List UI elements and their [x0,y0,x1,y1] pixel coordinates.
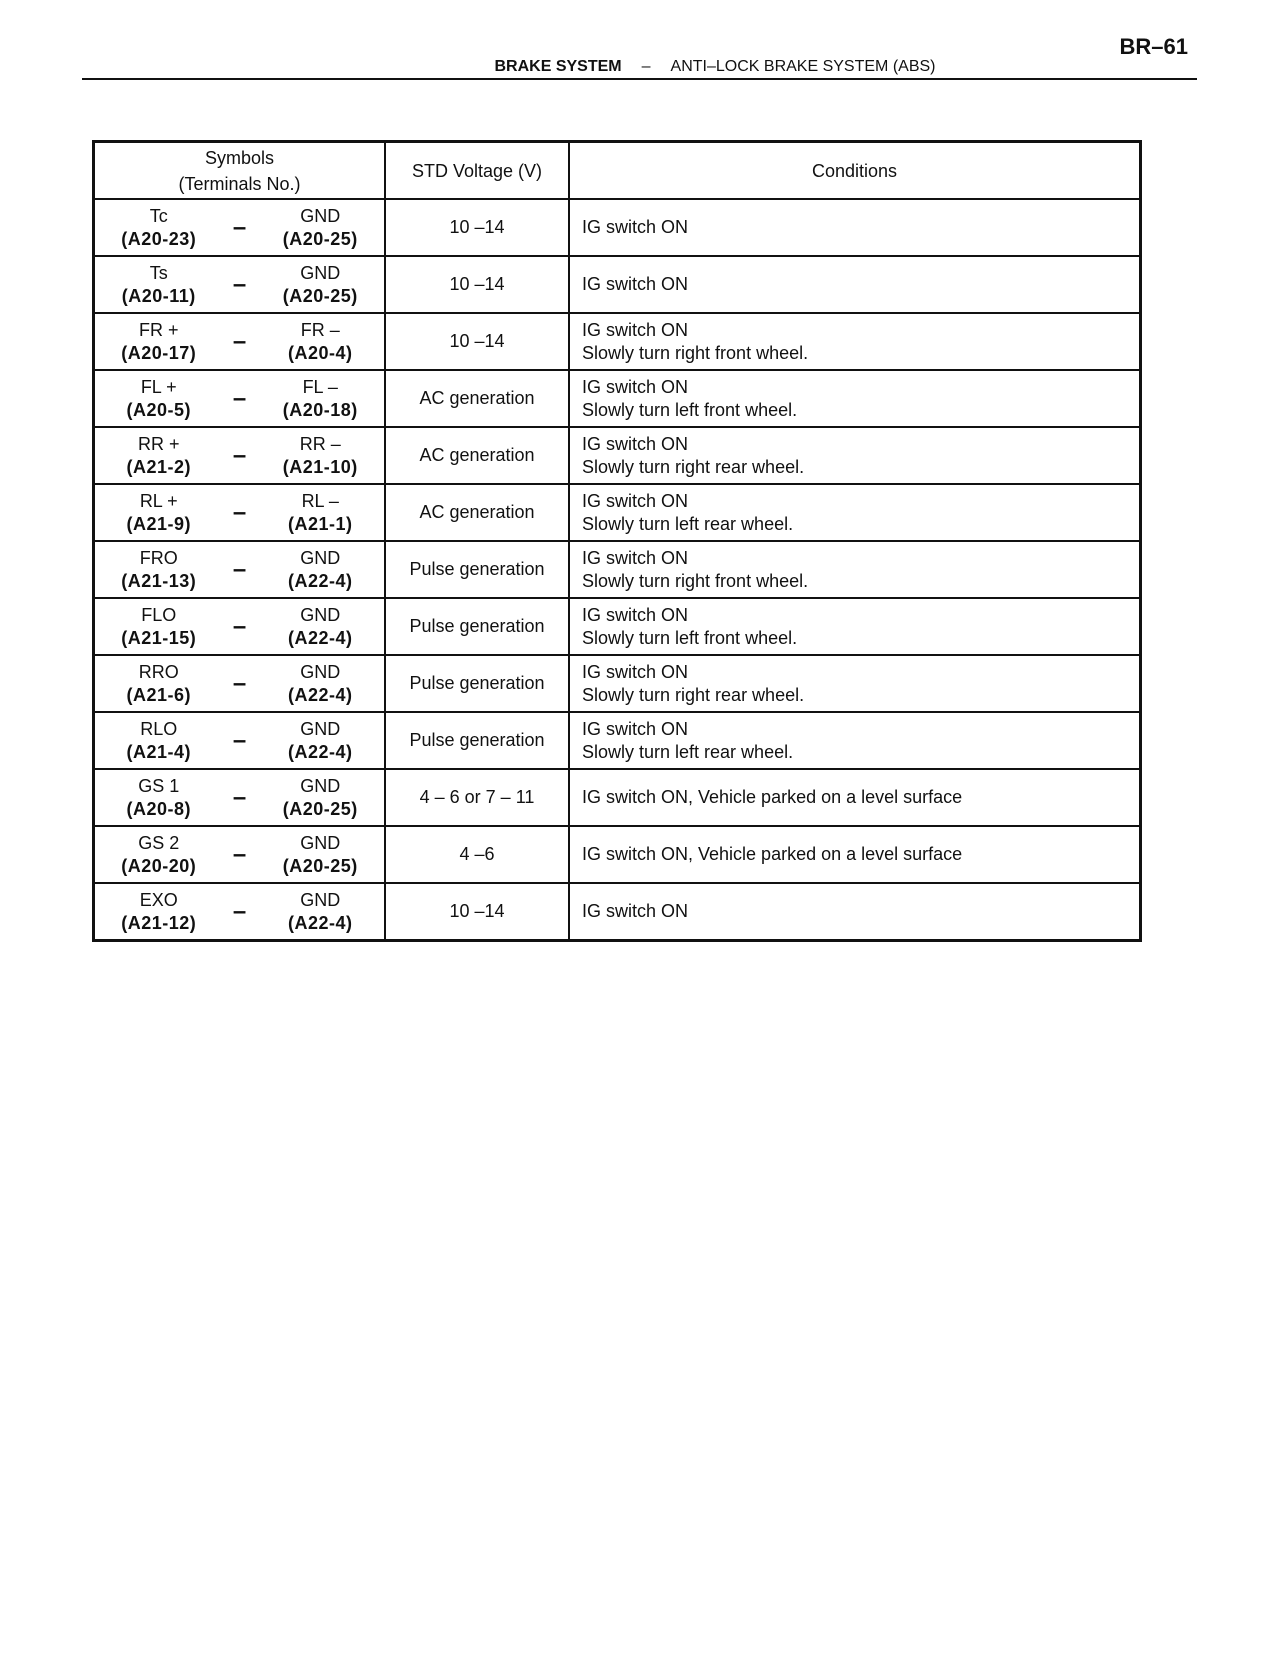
table-row [94,655,1141,712]
condition-line-2: Slowly turn left front wheel. [582,627,798,648]
symbol-dash: – [232,327,247,355]
symbol-dash: – [232,213,247,241]
conditions-cell [569,541,1141,598]
terminal-positive: (A21-13) [121,570,197,591]
symbols-cell [94,370,386,427]
terminal-positive: (A21-15) [121,627,197,648]
symbol-dash: – [232,726,247,754]
symbol-dash: – [232,840,247,868]
symbols-cell [94,256,386,313]
terminal-negative: (A22-4) [287,627,353,648]
symbol-negative: GND [300,547,341,568]
conditions-cell [569,598,1141,655]
conditions-cell [569,370,1141,427]
conditions-cell [569,769,1141,826]
page-number: BR–61 [1119,34,1188,59]
condition-line-1: IG switch ON [582,490,689,511]
running-header [0,58,1280,76]
symbol-negative: FL – [302,376,338,397]
voltage-cell: 10 –14 [385,313,569,370]
symbol-negative: GND [300,661,341,682]
terminal-negative: (A21-1) [287,513,353,534]
condition-line-1: IG switch ON [582,433,689,454]
condition-line-1: IG switch ON, Vehicle parked on a level surface [582,787,963,807]
conditions-cell [569,826,1141,883]
header-symbols-line2: (Terminals No.) [178,173,301,194]
condition-line-1: IG switch ON [582,604,689,625]
terminal-negative: (A20-25) [282,285,358,306]
voltage-cell: 10 –14 [385,256,569,313]
condition-line-1: IG switch ON [582,718,689,739]
symbol-dash: – [232,897,247,925]
table-row [94,598,1141,655]
terminal-positive: (A20-8) [126,798,191,819]
voltage-cell: Pulse generation [385,655,569,712]
symbols-cell [94,883,386,941]
condition-line-2: Slowly turn right rear wheel. [582,456,805,477]
terminal-negative: (A20-18) [282,399,358,420]
subsection-title: ANTI–LOCK BRAKE SYSTEM (ABS) [670,58,936,75]
conditions-cell [569,313,1141,370]
conditions-cell [569,883,1141,941]
conditions-cell [569,484,1141,541]
table-row [94,712,1141,769]
table-row [94,256,1141,313]
condition-line-1: IG switch ON [582,376,689,397]
voltage-cell: AC generation [385,484,569,541]
symbol-negative: RR – [299,433,341,454]
header-separator: – [641,58,651,75]
header-symbols-line1: Symbols [204,147,275,168]
symbol-positive: RRO [138,661,179,682]
symbol-negative: GND [300,775,341,796]
symbols-cell [94,598,386,655]
voltage-cell: 10 –14 [385,883,569,941]
table-row [94,769,1141,826]
condition-line-1: IG switch ON, Vehicle parked on a level surface [582,844,963,864]
symbol-negative: GND [300,262,341,283]
symbols-cell [94,484,386,541]
table-row [94,313,1141,370]
symbols-cell [94,313,386,370]
voltage-spec-table [92,140,1142,942]
symbol-negative: FR – [300,319,340,340]
symbol-dash: – [232,498,247,526]
symbol-positive: RL + [139,490,178,511]
terminal-positive: (A20-23) [121,228,197,249]
condition-line-1: IG switch ON [582,901,689,921]
symbol-dash: – [232,441,247,469]
table-row [94,826,1141,883]
condition-line-1: IG switch ON [582,274,689,294]
condition-line-1: IG switch ON [582,661,689,682]
symbol-positive: RR + [137,433,180,454]
symbol-positive: RLO [140,718,178,739]
voltage-cell: 4 – 6 or 7 – 11 [385,769,569,826]
symbol-negative: GND [300,718,341,739]
section-title: BRAKE SYSTEM [494,58,622,75]
symbol-positive: FR + [138,319,179,340]
header-conditions: Conditions [569,142,1141,200]
symbol-dash: – [232,783,247,811]
table-row [94,883,1141,941]
terminal-negative: (A20-25) [282,228,358,249]
header-rule [82,78,1197,80]
terminal-negative: (A21-10) [282,456,358,477]
condition-line-2: Slowly turn left front wheel. [582,399,798,420]
symbols-cell [94,712,386,769]
voltage-cell: 4 –6 [385,826,569,883]
symbol-negative: GND [300,205,341,226]
symbol-negative: GND [300,889,341,910]
symbols-cell [94,826,386,883]
symbols-cell [94,655,386,712]
symbol-positive: FLO [141,604,177,625]
symbol-negative: GND [300,604,341,625]
symbol-dash: – [232,669,247,697]
conditions-cell [569,427,1141,484]
terminal-positive: (A21-12) [121,912,197,933]
voltage-cell: AC generation [385,427,569,484]
terminal-positive: (A20-11) [121,285,196,306]
condition-line-1: IG switch ON [582,547,689,568]
conditions-cell [569,256,1141,313]
symbol-positive: Ts [149,262,168,283]
header-voltage: STD Voltage (V) [385,142,569,200]
symbol-dash: – [232,612,247,640]
voltage-cell: 10 –14 [385,199,569,256]
terminal-negative: (A22-4) [287,684,353,705]
symbol-dash: – [232,270,247,298]
header-symbols [94,142,386,200]
voltage-cell: Pulse generation [385,541,569,598]
symbol-negative: GND [300,832,341,853]
terminal-positive: (A21-6) [126,684,191,705]
condition-line-1: IG switch ON [582,319,689,340]
symbol-dash: – [232,555,247,583]
terminal-positive: (A20-20) [121,855,197,876]
table-row [94,199,1141,256]
symbols-cell [94,427,386,484]
symbol-positive: GS 2 [138,832,180,853]
symbol-positive: GS 1 [138,775,180,796]
voltage-cell: AC generation [385,370,569,427]
terminal-negative: (A22-4) [287,570,353,591]
voltage-cell: Pulse generation [385,712,569,769]
symbol-positive: FRO [139,547,178,568]
symbols-cell [94,199,386,256]
terminal-negative: (A22-4) [287,912,353,933]
terminal-positive: (A20-17) [121,342,197,363]
table-header-row [94,142,1141,200]
condition-line-2: Slowly turn left rear wheel. [582,513,794,534]
conditions-cell [569,655,1141,712]
conditions-cell [569,712,1141,769]
symbol-dash: – [232,384,247,412]
condition-line-2: Slowly turn right front wheel. [582,342,809,363]
conditions-cell [569,199,1141,256]
terminal-positive: (A21-4) [126,741,191,762]
terminal-positive: (A20-5) [126,399,191,420]
terminal-negative: (A20-25) [282,855,358,876]
table-row [94,370,1141,427]
condition-line-2: Slowly turn right front wheel. [582,570,809,591]
terminal-negative: (A20-25) [282,798,358,819]
symbols-cell [94,541,386,598]
table-row [94,484,1141,541]
terminal-negative: (A22-4) [287,741,353,762]
condition-line-2: Slowly turn right rear wheel. [582,684,805,705]
symbol-positive: FL + [140,376,177,397]
symbol-negative: RL – [301,490,339,511]
terminal-positive: (A21-9) [126,513,191,534]
voltage-cell: Pulse generation [385,598,569,655]
table-row [94,541,1141,598]
terminal-positive: (A21-2) [126,456,191,477]
terminal-negative: (A20-4) [287,342,353,363]
condition-line-2: Slowly turn left rear wheel. [582,741,794,762]
symbol-positive: Tc [149,205,168,226]
table-row [94,427,1141,484]
symbol-positive: EXO [139,889,178,910]
condition-line-1: IG switch ON [582,217,689,237]
symbols-cell [94,769,386,826]
